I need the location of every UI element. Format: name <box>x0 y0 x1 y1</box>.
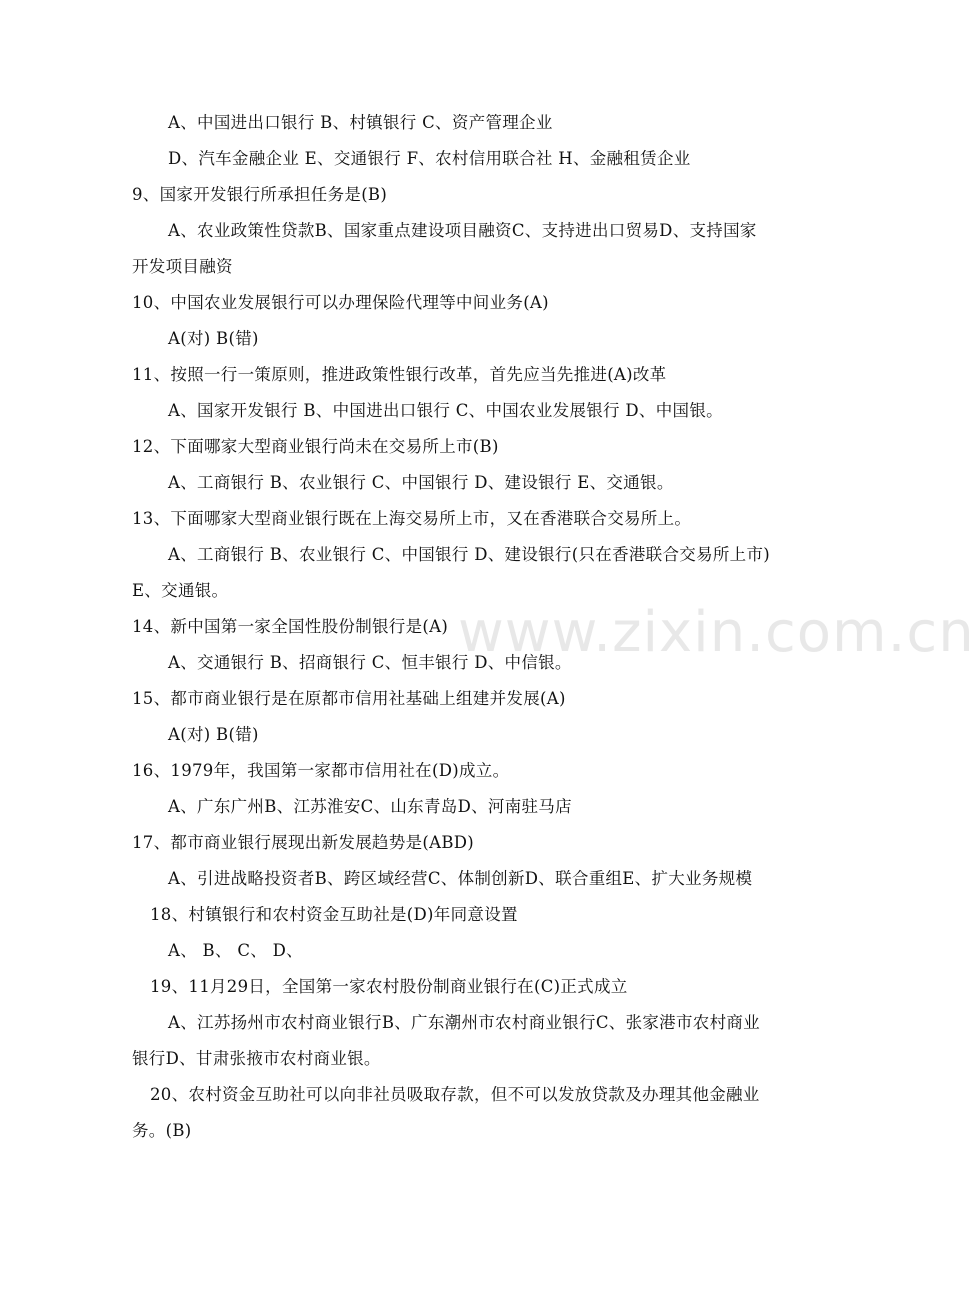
question-14: 14、新中国第一家全国性股份制银行是(A) <box>132 617 449 636</box>
options-line: A(对) B(错) <box>168 329 259 348</box>
options-line: A、农业政策性贷款B、国家重点建设项目融资C、支持进出口贸易D、支持国家 <box>168 221 757 240</box>
question-20: 20、农村资金互助社可以向非社员吸取存款，但不可以发放贷款及办理其他金融业 <box>150 1085 760 1104</box>
question-12: 12、下面哪家大型商业银行尚未在交易所上市(B) <box>132 437 499 456</box>
options-continuation: 银行D、甘肃张掖市农村商业银。 <box>132 1049 381 1068</box>
options-line: A、引进战略投资者B、跨区域经营C、体制创新D、联合重组E、扩大业务规模 <box>168 869 753 888</box>
question-10: 10、中国农业发展银行可以办理保险代理等中间业务(A) <box>132 293 549 312</box>
question-11: 11、按照一行一策原则，推进政策性银行改革，首先应当先推进(A)改革 <box>132 365 667 384</box>
question-continuation: 务。(B) <box>132 1121 192 1140</box>
options-line: A、江苏扬州市农村商业银行B、广东潮州市农村商业银行C、张家港市农村商业 <box>168 1013 760 1032</box>
question-17: 17、都市商业银行展现出新发展趋势是(ABD) <box>132 833 475 852</box>
question-15: 15、都市商业银行是在原都市信用社基础上组建并发展(A) <box>132 689 566 708</box>
options-line: A、国家开发银行 B、中国进出口银行 C、中国农业发展银行 D、中国银。 <box>168 401 723 420</box>
options-line: A、工商银行 B、农业银行 C、中国银行 D、建设银行(只在香港联合交易所上市) <box>168 545 771 564</box>
watermark: www.zixin.com.cn <box>458 600 975 665</box>
question-16: 16、1979年，我国第一家都市信用社在(D)成立。 <box>132 761 510 780</box>
options-line: A、交通银行 B、招商银行 C、恒丰银行 D、中信银。 <box>168 653 572 672</box>
options-line: A、 B、 C、 D、 <box>168 941 303 960</box>
question-13: 13、下面哪家大型商业银行既在上海交易所上市，又在香港联合交易所上。 <box>132 509 692 528</box>
options-continuation: E、交通银。 <box>132 581 229 600</box>
options-line: A(对) B(错) <box>168 725 259 744</box>
options-line: A、工商银行 B、农业银行 C、中国银行 D、建设银行 E、交通银。 <box>168 473 674 492</box>
question-18: 18、村镇银行和农村资金互助社是(D)年同意设置 <box>150 905 518 924</box>
question-9: 9、国家开发银行所承担任务是(B) <box>132 185 388 204</box>
options-line: A、广东广州B、江苏淮安C、山东青岛D、河南驻马店 <box>168 797 572 816</box>
question-19: 19、11月29日，全国第一家农村股份制商业银行在(C)正式成立 <box>150 977 628 996</box>
options-continuation: 开发项目融资 <box>132 257 233 276</box>
options-line: D、汽车金融企业 E、交通银行 F、农村信用联合社 H、金融租赁企业 <box>168 149 691 168</box>
options-line: A、中国进出口银行 B、村镇银行 C、资产管理企业 <box>168 113 553 132</box>
